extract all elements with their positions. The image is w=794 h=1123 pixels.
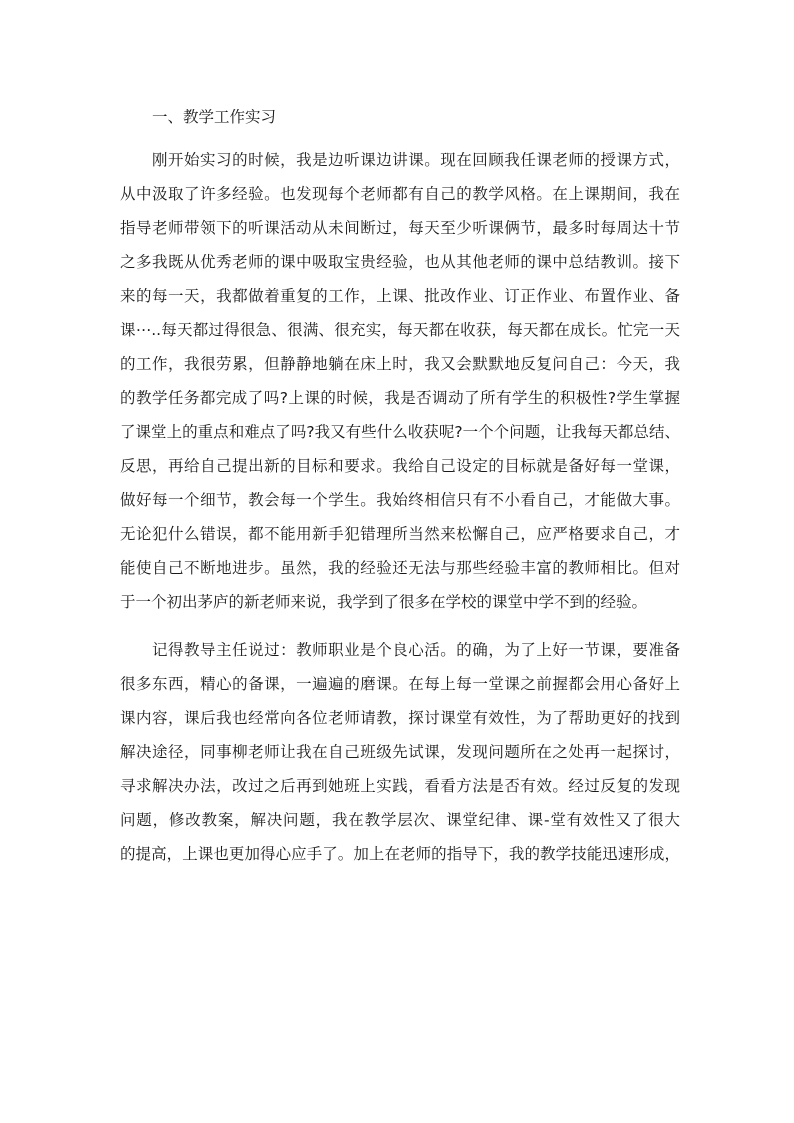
paragraph-line: 很多东西，精心的备课，一遍遍的磨课。在每上每一堂课之前握都会用心备好上 [120, 675, 680, 693]
paragraph-line: 从中汲取了许多经验。也发现每个老师都有自己的教学风格。在上课期间，我在 [120, 185, 680, 203]
paragraph-line: 能使自己不断地进步。虽然，我的经验还无法与那些经验丰富的教师相比。但对 [120, 559, 680, 577]
paragraph-line: 记得教导主任说过：教师职业是个良心活。的确，为了上好一节课，要准备 [152, 641, 680, 659]
paragraph-line: 的工作，我很劳累，但静静地躺在床上时，我又会默默地反复问自己：今天，我 [120, 355, 680, 373]
paragraph-line: 反思，再给自己提出新的目标和要求。我给自己设定的目标就是备好每一堂课， [120, 457, 680, 475]
paragraph-line: 指导老师带领下的听课活动从未间断过，每天至少听课俩节，最多时每周达十节 [120, 219, 680, 237]
paragraph-line: 了课堂上的重点和难点了吗?我又有些什么收获呢?一个个问题，让我每天都总结、 [120, 423, 680, 441]
paragraph-line: 无论犯什么错误，都不能用新手犯错理所当然来松懈自己，应严格要求自己，才 [120, 525, 680, 543]
paragraph-line: 课内容，课后我也经常向各位老师请教，探讨课堂有效性，为了帮助更好的找到 [120, 709, 680, 727]
paragraph-line: 之多我既从优秀老师的课中吸取宝贵经验，也从其他老师的课中总结教训。接下 [120, 253, 680, 271]
section-heading: 一、教学工作实习 [152, 108, 277, 126]
paragraph-line: 的教学任务都完成了吗?上课的时候，我是否调动了所有学生的积极性?学生掌握 [120, 389, 680, 407]
paragraph-line: 问题，修改教案，解决问题，我在教学层次、课堂纪律、课-堂有效性又了很大 [120, 811, 680, 829]
paragraph-line: 课⋯..每天都过得很急、很满、很充实，每天都在收获，每天都在成长。忙完一天 [120, 321, 680, 339]
paragraph-line: 的提高，上课也更加得心应手了。加上在老师的指导下，我的教学技能迅速形成， [120, 845, 680, 863]
paragraph-line: 来的每一天，我都做着重复的工作，上课、批改作业、订正作业、布置作业、备 [120, 287, 680, 305]
paragraph-line: 于一个初出茅庐的新老师来说，我学到了很多在学校的课堂中学不到的经验。 [120, 593, 648, 611]
paragraph-line: 刚开始实习的时候，我是边听课边讲课。现在回顾我任课老师的授课方式， [152, 151, 680, 169]
paragraph-line: 解决途径，同事柳老师让我在自己班级先试课，发现问题所在之处再一起探讨， [120, 743, 680, 761]
paragraph-line: 做好每一个细节，教会每一个学生。我始终相信只有不小看自己，才能做大事。 [120, 491, 680, 509]
paragraph-line: 寻求解决办法，改过之后再到她班上实践，看看方法是否有效。经过反复的发现 [120, 777, 680, 795]
